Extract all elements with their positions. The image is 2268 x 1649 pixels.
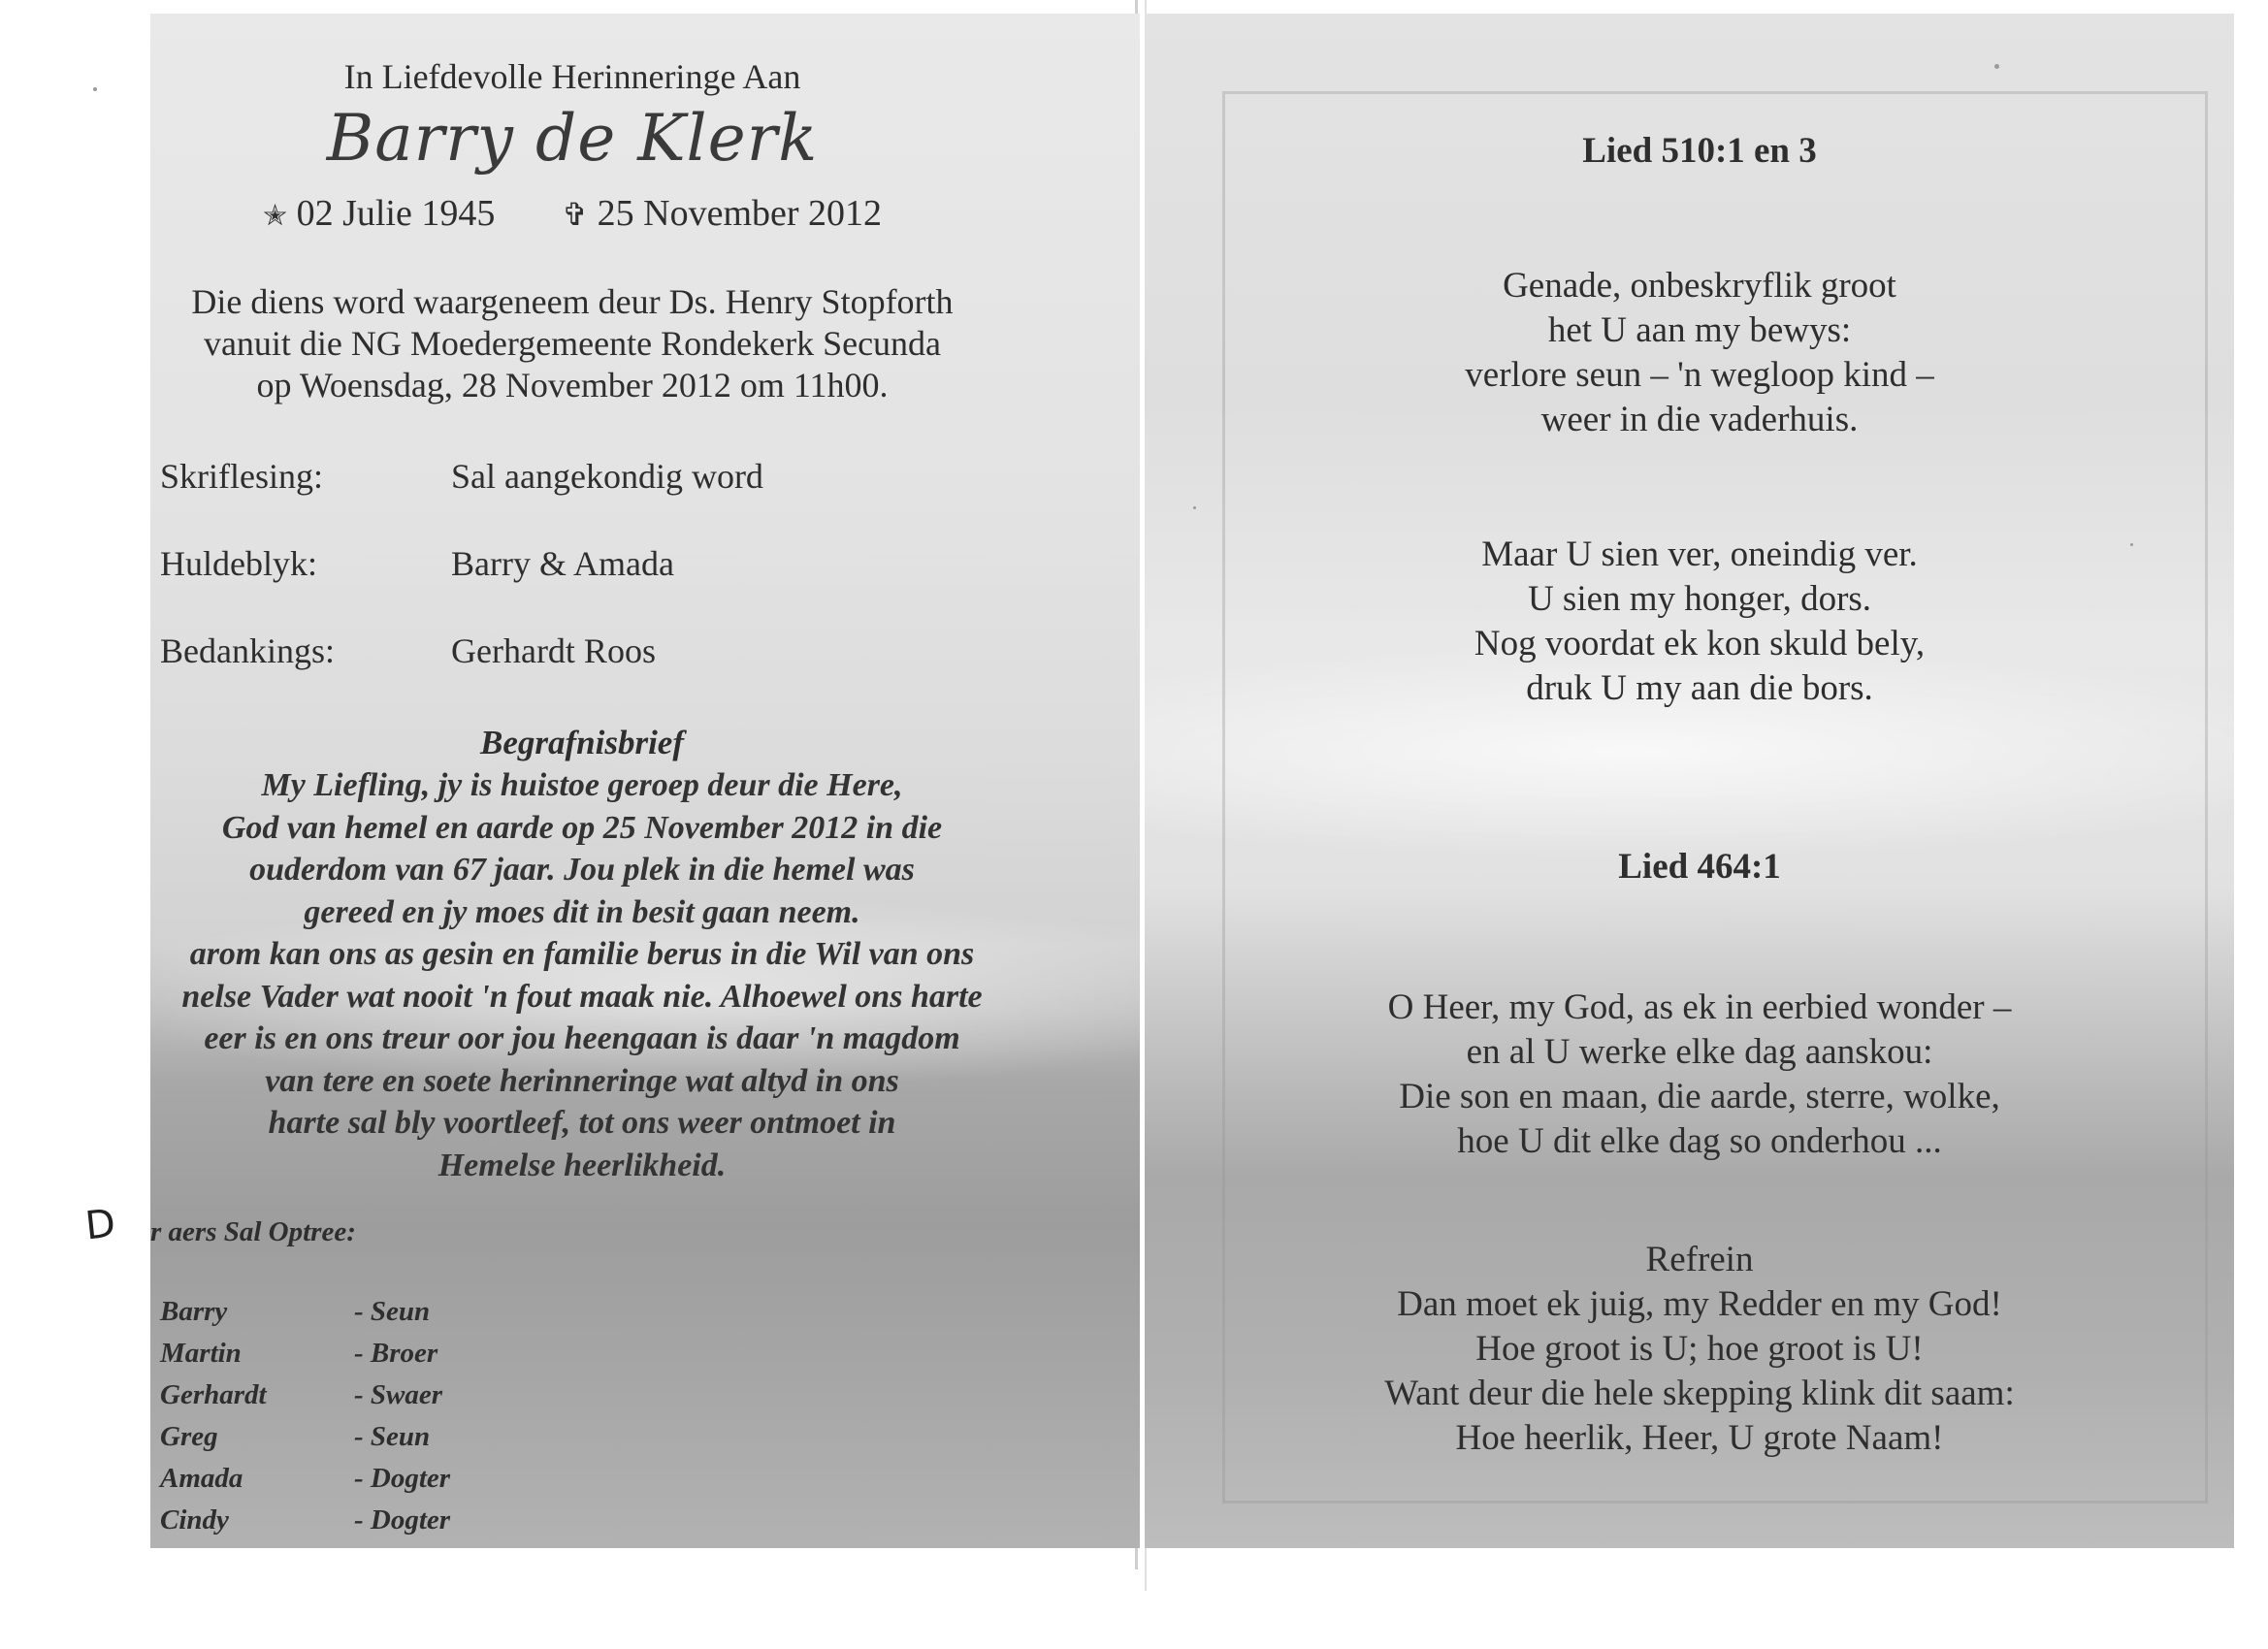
star-icon: ✭ <box>262 199 288 233</box>
cross-icon: ✞ <box>562 196 589 233</box>
program-value: Gerhardt Roos <box>451 631 656 670</box>
service-line: Die diens word waargeneem deur Ds. Henry Stopforth <box>191 282 954 321</box>
letter-body <box>150 764 1033 1186</box>
service-line: op Woensdag, 28 November 2012 om 11h00. <box>256 366 889 404</box>
pallbearer-relation: - Dogter <box>354 1504 451 1536</box>
hymn-verse <box>1145 986 2234 1164</box>
verse-line: Hoe heerlik, Heer, U grote Naam! <box>1455 1418 1944 1458</box>
scan-speck <box>2130 543 2133 546</box>
refrain <box>1145 1238 2234 1461</box>
right-page <box>1145 14 2234 1548</box>
letter-line: nelse Vader wat nooit 'n fout maak nie. Alhoewel ons harte <box>181 978 983 1015</box>
letter-line: Hemelse heerlikheid. <box>437 1147 727 1183</box>
pallbearer-relation: - Seun <box>354 1296 431 1327</box>
service-info <box>150 281 994 406</box>
scan-speck <box>93 87 97 91</box>
pallbearer-relation: - Dogter <box>354 1463 451 1494</box>
scan-speck <box>1994 64 1999 69</box>
verse-line: Die son en maan, die aarde, sterre, wolke, <box>1399 1077 2000 1116</box>
pallbearer-relation: - Swaer <box>354 1379 443 1410</box>
pallbearer-name: Martin <box>160 1338 242 1369</box>
verse-line: O Heer, my God, as ek in eerbied wonder – <box>1387 987 2012 1027</box>
pallbearer-name: Amada <box>160 1463 243 1494</box>
program-label: Huldeblyk: <box>160 544 317 583</box>
hymn-title: Lied 464:1 <box>1618 847 1781 887</box>
program-label: Skriflesing: <box>160 457 323 496</box>
hymn-title: Lied 510:1 en 3 <box>1582 131 1817 171</box>
death-date: 25 November 2012 <box>597 193 883 234</box>
verse-line: druk U my aan die bors. <box>1526 668 1873 708</box>
letter-line: van tere en soete herinneringe wat altyd in ons <box>265 1062 899 1099</box>
service-line: vanuit die NG Moedergemeente Rondekerk Secunda <box>203 324 942 363</box>
letter-line: gereed en jy moes dit in besit gaan neem. <box>304 893 860 930</box>
pallbearer-relation: - Seun <box>354 1421 431 1452</box>
verse-line: Hoe groot is U; hoe groot is U! <box>1475 1329 1924 1369</box>
memorial-heading: In Liefdevolle Herinneringe Aan <box>343 57 801 96</box>
letter-line: harte sal bly voortleef, tot ons weer ontmoet in <box>268 1105 896 1141</box>
program-value: Sal aangekondig word <box>451 457 763 496</box>
verse-line: Maar U sien ver, oneindig ver. <box>1481 534 1918 574</box>
letter-line: arom kan ons as gesin en familie berus in die Wil van ons <box>189 936 975 972</box>
pallbearer-name: Cindy <box>160 1504 229 1536</box>
deceased-name: Barry de Klerk <box>326 101 819 176</box>
letter-title: Begrafnisbrief <box>480 724 684 761</box>
birth-date: 02 Julie 1945 <box>296 193 496 234</box>
pallbearer-name: Gerhardt <box>160 1379 267 1410</box>
hymn-verse <box>1145 264 2234 442</box>
scan-speck <box>1193 506 1196 509</box>
pallbearer-name: Barry <box>160 1296 228 1327</box>
verse-line: weer in die vaderhuis. <box>1540 400 1859 439</box>
program-label: Bedankings: <box>160 631 335 670</box>
verse-line: Genade, onbeskryflik groot <box>1503 266 1896 306</box>
verse-line: U sien my honger, dors. <box>1527 579 1872 619</box>
refrain-label: Refrein <box>1645 1240 1754 1279</box>
program-value: Barry & Amada <box>451 544 674 583</box>
pallbearer-name: Greg <box>160 1421 218 1452</box>
verse-line: het U aan my bewys: <box>1547 310 1852 350</box>
pallbearer-relation: - Broer <box>354 1338 438 1369</box>
left-page <box>150 14 1140 1548</box>
handwritten-mark: D <box>82 1201 118 1249</box>
pallbearers-heading: r aers Sal Optree: <box>150 1216 356 1247</box>
dates-line <box>150 192 994 235</box>
letter-line: God van hemel en aarde op 25 November 2012 in die <box>221 809 943 846</box>
verse-line: Dan moet ek juig, my Redder en my God! <box>1397 1284 2002 1324</box>
hymn-verse <box>1145 533 2234 711</box>
letter-line: ouderdom van 67 jaar. Jou plek in die hemel was <box>249 852 915 888</box>
verse-line: verlore seun – 'n wegloop kind – <box>1465 355 1934 395</box>
verse-line: Nog voordat ek kon skuld bely, <box>1474 624 1926 663</box>
letter-line: eer is en ons treur oor jou heengaan is daar 'n magdom <box>204 1020 960 1056</box>
verse-line: hoe U dit elke dag so onderhou ... <box>1457 1121 1942 1161</box>
verse-line: en al U werke elke dag aanskou: <box>1466 1032 1933 1072</box>
letter-line: My Liefling, jy is huistoe geroep deur die Here, <box>261 767 903 803</box>
verse-line: Want deur die hele skepping klink dit saam: <box>1384 1374 2015 1413</box>
